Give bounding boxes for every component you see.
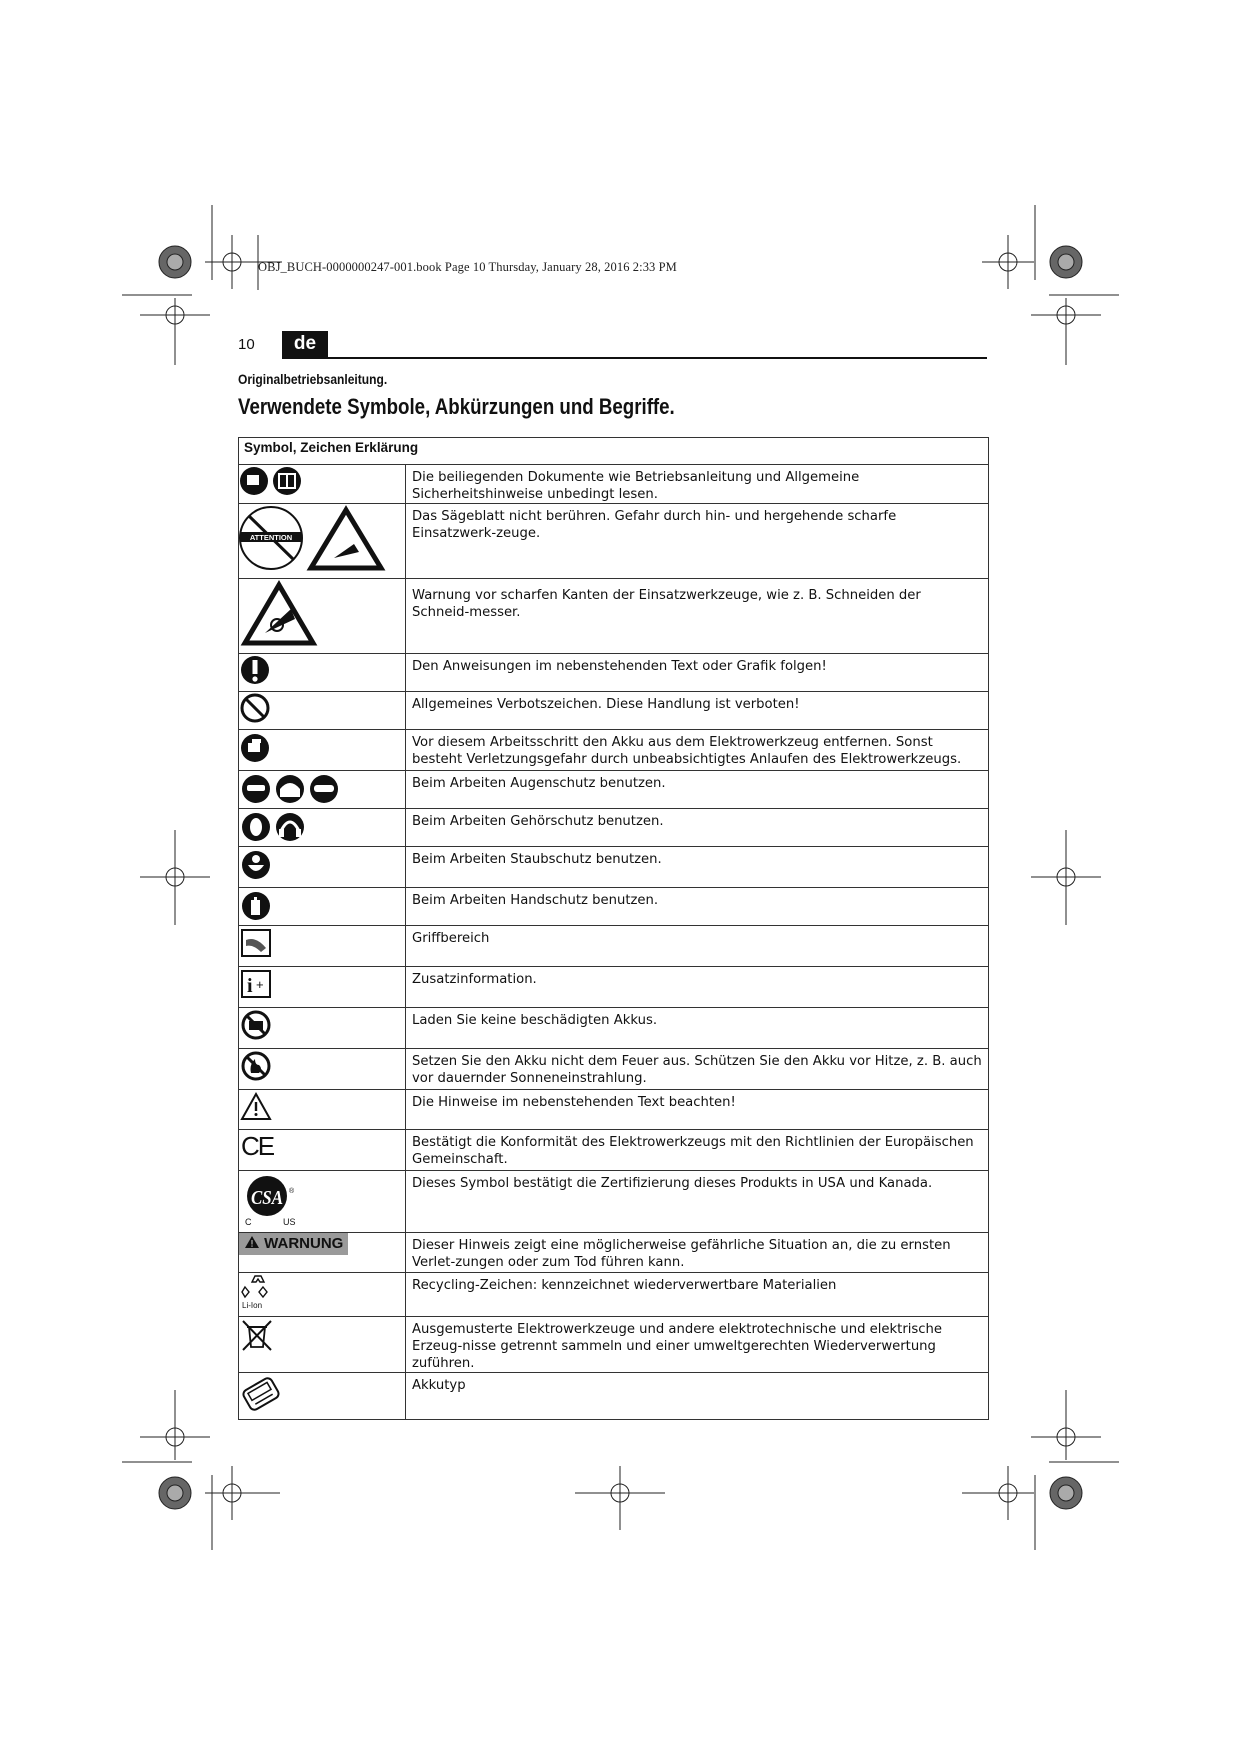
explanation-cell: Dieser Hinweis zeigt eine möglicherweise gefährliche Situation an, die zu ernsten Verlet-zungen oder zum Tod führen kann. <box>406 1233 989 1273</box>
symbol-cell <box>239 1171 406 1233</box>
sharp-edges-warning-icon <box>239 579 319 647</box>
table-row <box>239 692 989 730</box>
read-manual-icon <box>239 465 309 497</box>
table-row <box>239 1130 989 1171</box>
table-row <box>239 730 989 771</box>
explanation-cell: Zusatzinformation. <box>406 967 989 1008</box>
table-row <box>239 579 989 654</box>
symbol-cell <box>239 1317 406 1373</box>
explanation-cell: Allgemeines Verbotszeichen. Diese Handlung ist verboten! <box>406 692 989 730</box>
page-title: Verwendete Symbole, Abkürzungen und Begriffe. <box>238 394 675 419</box>
recycling-icon <box>239 1273 279 1311</box>
symbol-cell <box>239 465 406 504</box>
no-damaged-battery-icon <box>239 1008 273 1042</box>
header-rule <box>282 357 987 359</box>
language-badge: de <box>282 331 328 357</box>
symbol-cell <box>239 1008 406 1049</box>
svg-text:C: C <box>245 1217 252 1227</box>
symbol-cell <box>239 1373 406 1420</box>
table-row <box>239 967 989 1008</box>
explanation-cell: Bestätigt die Konformität des Elektrowerkzeugs mit den Richtlinien der Europäischen Gemeinschaft. <box>406 1130 989 1171</box>
symbol-cell <box>239 1130 406 1171</box>
warning-triangle-icon <box>239 1090 273 1122</box>
table-header <box>239 438 989 465</box>
table-row <box>239 654 989 692</box>
warnung-triangle-icon <box>244 1235 260 1249</box>
explanation-cell: Beim Arbeiten Gehörschutz benutzen. <box>406 809 989 847</box>
table-row <box>239 1090 989 1130</box>
explanation-cell: Beim Arbeiten Augenschutz benutzen. <box>406 771 989 809</box>
prohibition-icon <box>239 692 271 724</box>
symbol-cell <box>239 1273 406 1317</box>
explanation-cell: Die beiliegenden Dokumente wie Betriebsanleitung und Allgemeine Sicherheitshinweise unbedingt lesen. <box>406 465 989 504</box>
ear-protection-icon <box>239 809 309 843</box>
symbol-cell <box>239 847 406 888</box>
svg-text:i: i <box>247 975 253 997</box>
eye-protection-icon <box>239 771 343 805</box>
symbol-cell <box>239 809 406 847</box>
explanation-cell: Beim Arbeiten Handschutz benutzen. <box>406 888 989 926</box>
symbol-cell <box>239 926 406 967</box>
table-row <box>239 809 989 847</box>
table-header-row <box>239 438 989 465</box>
no-fire-battery-icon <box>239 1049 273 1083</box>
col-symbol-header: Symbol, Zeichen <box>244 440 352 455</box>
table-row <box>239 847 989 888</box>
ce-mark-icon: CE <box>241 1131 274 1161</box>
explanation-cell: Beim Arbeiten Staubschutz benutzen. <box>406 847 989 888</box>
symbol-cell <box>239 504 406 579</box>
table-row <box>239 1317 989 1373</box>
explanation-cell: Das Sägeblatt nicht berühren. Gefahr durch hin- und hergehende scharfe Einsatzwerk-zeuge. <box>406 504 989 579</box>
svg-text:US: US <box>283 1217 296 1227</box>
explanation-cell: Den Anweisungen im nebenstehenden Text oder Grafik folgen! <box>406 654 989 692</box>
document-kind: Originalbetriebsanleitung. <box>238 371 388 387</box>
symbol-cell <box>239 692 406 730</box>
svg-text:ATTENTION: ATTENTION <box>249 533 293 542</box>
table-row <box>239 465 989 504</box>
print-header: OBJ_BUCH-0000000247-001.book Page 10 Thursday, January 28, 2016 2:33 PM <box>258 260 677 274</box>
symbol-cell <box>239 1233 406 1273</box>
symbol-cell <box>239 1090 406 1130</box>
warnung-label-icon: WARNUNG <box>239 1233 348 1255</box>
svg-text:CSA: CSA <box>251 1187 283 1209</box>
explanation-cell: Griffbereich <box>406 926 989 967</box>
table-row <box>239 504 989 579</box>
table-row <box>239 1373 989 1420</box>
table-row <box>239 1049 989 1090</box>
remove-battery-icon <box>239 730 271 764</box>
symbol-cell <box>239 579 406 654</box>
symbol-table <box>238 437 989 1420</box>
explanation-cell: Setzen Sie den Akku nicht dem Feuer aus. Schützen Sie den Akku vor Hitze, z. B. auch vor dauernder Sonneneinstrahlung. <box>406 1049 989 1090</box>
mandatory-exclamation-icon <box>239 654 271 686</box>
battery-type-icon <box>239 1373 283 1415</box>
table-row <box>239 1233 989 1273</box>
svg-text:+: + <box>256 977 264 992</box>
crossed-bin-icon <box>239 1317 275 1353</box>
table-row <box>239 888 989 926</box>
svg-text:Li-Ion: Li-Ion <box>242 1301 263 1310</box>
table-row <box>239 1273 989 1317</box>
explanation-cell: Recycling-Zeichen: kennzeichnet wiederverwertbare Materialien <box>406 1273 989 1317</box>
explanation-cell: Vor diesem Arbeitsschritt den Akku aus dem Elektrowerkzeug entfernen. Sonst besteht Verletzungsgefahr durch unbeabsichtigtes Anlaufen des Elektrowerkzeugs. <box>406 730 989 771</box>
symbol-cell <box>239 771 406 809</box>
symbol-cell <box>239 730 406 771</box>
symbol-cell <box>239 888 406 926</box>
explanation-cell: Ausgemusterte Elektrowerkzeuge und andere elektrotechnische und elektrische Erzeug-nisse getrennt sammeln und einer umweltgerechten Wiederverwertung zuführen. <box>406 1317 989 1373</box>
grip-area-icon <box>239 926 273 960</box>
explanation-cell: Akkutyp <box>406 1373 989 1420</box>
table-row <box>239 1171 989 1233</box>
dust-mask-icon <box>239 847 273 881</box>
table-row <box>239 771 989 809</box>
explanation-cell: Die Hinweise im nebenstehenden Text beachten! <box>406 1090 989 1130</box>
col-explanation-header: Erklärung <box>355 440 419 455</box>
attention-blade-icon <box>239 504 389 572</box>
explanation-cell: Laden Sie keine beschädigten Akkus. <box>406 1008 989 1049</box>
info-icon <box>239 967 273 1001</box>
symbol-cell <box>239 654 406 692</box>
symbol-cell <box>239 967 406 1008</box>
explanation-cell: Warnung vor scharfen Kanten der Einsatzwerkzeuge, wie z. B. Schneiden der Schneid-messer. <box>406 579 989 654</box>
explanation-cell: Dieses Symbol bestätigt die Zertifizierung dieses Produkts in USA und Kanada. <box>406 1171 989 1233</box>
gloves-icon <box>239 888 273 922</box>
symbol-cell <box>239 1049 406 1090</box>
table-row <box>239 1008 989 1049</box>
table-row <box>239 926 989 967</box>
csa-mark-icon <box>239 1171 309 1227</box>
page-number: 10 <box>238 336 255 353</box>
svg-text:®: ® <box>289 1188 295 1195</box>
